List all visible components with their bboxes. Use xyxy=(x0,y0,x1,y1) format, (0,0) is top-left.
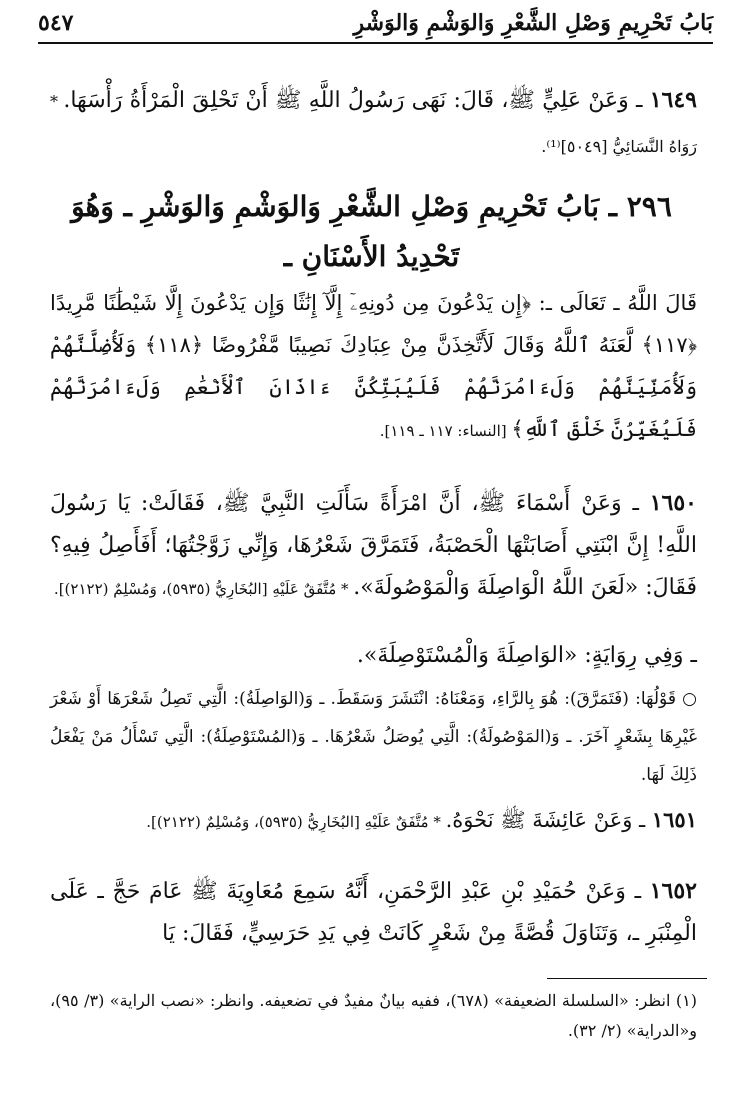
hadith-number: ١٦٥٢ xyxy=(649,878,697,904)
quran-text: قَالَ اللَّهُ ـ تَعَالَى ـ: ﴿إِن يَدْعُونَ مِن دُونِهِۦٓ إِلَّآ إِنَٰثًا وَإِن يَدْعُونَ إِلَّا شَيْطَٰنًا مَّرِيدًا ﴿١١٧﴾ لَّعَنَهُ ٱللَّهُ وَقَالَ لَأَتَّخِذَنَّ مِنْ عِبَادِكَ نَصِيبًا مَّفْرُوضًا ﴿١١٨﴾ وَلَأُضِلَّنَّهُمْ وَلَأُمَنِّيَنَّهُمْ وَلَءَامُرَنَّهُمْ فَلَيُبَتِّكُنَّ ءَاذَانَ ٱلْأَنْعَٰمِ وَلَءَامُرَنَّهُمْ فَلَيُغَيِّرُنَّ خَلْقَ ٱللَّهِ﴾ xyxy=(50,291,697,441)
chapter-heading xyxy=(60,182,683,282)
hadith-text: ـ وَعَنْ حُمَيْدِ بْنِ عَبْدِ الرَّحْمَنِ، أَنَّهُ سَمِعَ مُعَاوِيَةَ ﷺ عَامَ حَجَّ ـ عَلَى الْمِنْبَرِ ـ، وَتَنَاوَلَ قُصَّةً مِنْ شَعْرٍ كَانَتْ فِي يَدِ حَرَسِيٍّ، فَقَالَ: يَا xyxy=(50,879,697,946)
hadith-1651 xyxy=(50,800,697,842)
hadith-1652 xyxy=(50,870,697,955)
running-title: بَابُ تَحْرِيمِ وَصْلِ الشَّعْرِ وَالوَشْمِ وَالوَشْرِ xyxy=(353,10,713,36)
hadith-text: ـ وَعَنْ أَسْمَاءَ ﷺ، أَنَّ امْرَأَةً سَأَلَتِ النَّبِيَّ ﷺ، فَقَالَتْ: يَا رَسُولَ اللَّهِ! إِنَّ ابْنَتِي أَصَابَتْهَا الْحَصْبَةُ، فَتَمَرَّقَ شَعْرُهَا، وَإِنِّي زَوَّجْتُهَا؛ أَفَأَصِلُ فِيهِ؟ فَقَالَ: «لَعَنَ اللَّهُ الْوَاصِلَةَ وَالْمَوْصُولَةَ». xyxy=(50,491,697,600)
gloss-note: ○ قَوْلُهَا: (فَتَمَرَّقَ): هُوَ بِالرَّاءِ، وَمَعْنَاهُ: انْتَشَرَ وَسَقَطَ. ـ وَ(الوَاصِلَةُ): الَّتِي تَصِلُ شَعْرَهَا أَوْ شَعْرَ غَيْرِهَا بِشَعْرٍ آخَرَ. ـ وَ(المَوْصُولَةُ): الَّتِي يُوصَلُ شَعْرُهَا. ـ وَ(المُسْتَوْصِلَةُ): الَّتِي تَسْأَلُ مَنْ يَفْعَلُ ذَلِكَ لَهَا. xyxy=(50,689,697,785)
page-header xyxy=(38,8,713,44)
quran-quote xyxy=(50,282,697,452)
hadith-text: ـ وَعَنْ عَلِيٍّ ﷺ، قَالَ: نَهَى رَسُولُ اللَّهِ ﷺ أَنْ تَحْلِقَ الْمَرْأَةُ رَأْسَهَا. xyxy=(63,88,650,113)
hadith-source: * رَوَاهُ النَّسَائِيُّ [٥٠٤٩]⁽¹⁾. xyxy=(50,92,697,156)
riwaya-line: ـ وَفِي رِوَايَةٍ: «الوَاصِلَةَ وَالْمُسْتَوْصِلَةَ». xyxy=(356,643,697,668)
footnote-divider xyxy=(547,978,707,979)
hadith-number: ١٦٥١ xyxy=(651,807,697,832)
hadith-number: ١٦٥٠ xyxy=(649,490,697,516)
chapter-number: ٢٩٦ xyxy=(626,190,672,223)
hadith-source: * مُتَّفَقٌ عَلَيْهِ [البُخَارِيُّ (٥٩٣٥)، وَمُسْلِمٌ (٢١٢٢)]. xyxy=(146,813,446,831)
page-number: ٥٤٧ xyxy=(38,10,74,36)
hadith-source: * مُتَّفَقٌ عَلَيْهِ [البُخَارِيُّ (٥٩٣٥)، وَمُسْلِمٌ (٢١٢٢)]. xyxy=(53,580,354,598)
hadith-1650 xyxy=(50,482,697,610)
chapter-title: ـ بَابُ تَحْرِيمِ وَصْلِ الشَّعْرِ وَالوَشْمِ وَالوَشْرِ ـ وَهُوَ تَحْدِيدُ الأَسْنَانِ ـ xyxy=(71,190,627,273)
quran-reference: [النساء: ١١٧ ـ ١١٩]. xyxy=(379,422,512,440)
hadith-text: ـ وَعَنْ عَائِشَةَ ﷺ نَحْوَهُ. xyxy=(445,808,652,832)
hadith-1649 xyxy=(50,78,697,169)
hadith-number: ١٦٤٩ xyxy=(649,87,697,113)
footnote: (١) انظر: «السلسلة الضعيفة» (٦٧٨)، ففيه بيانٌ مفيدٌ في تضعيفه. وانظر: «نصب الراية» (٣/ ٩٥)، و«الدراية» (٢/ ٣٢). xyxy=(50,991,698,1040)
